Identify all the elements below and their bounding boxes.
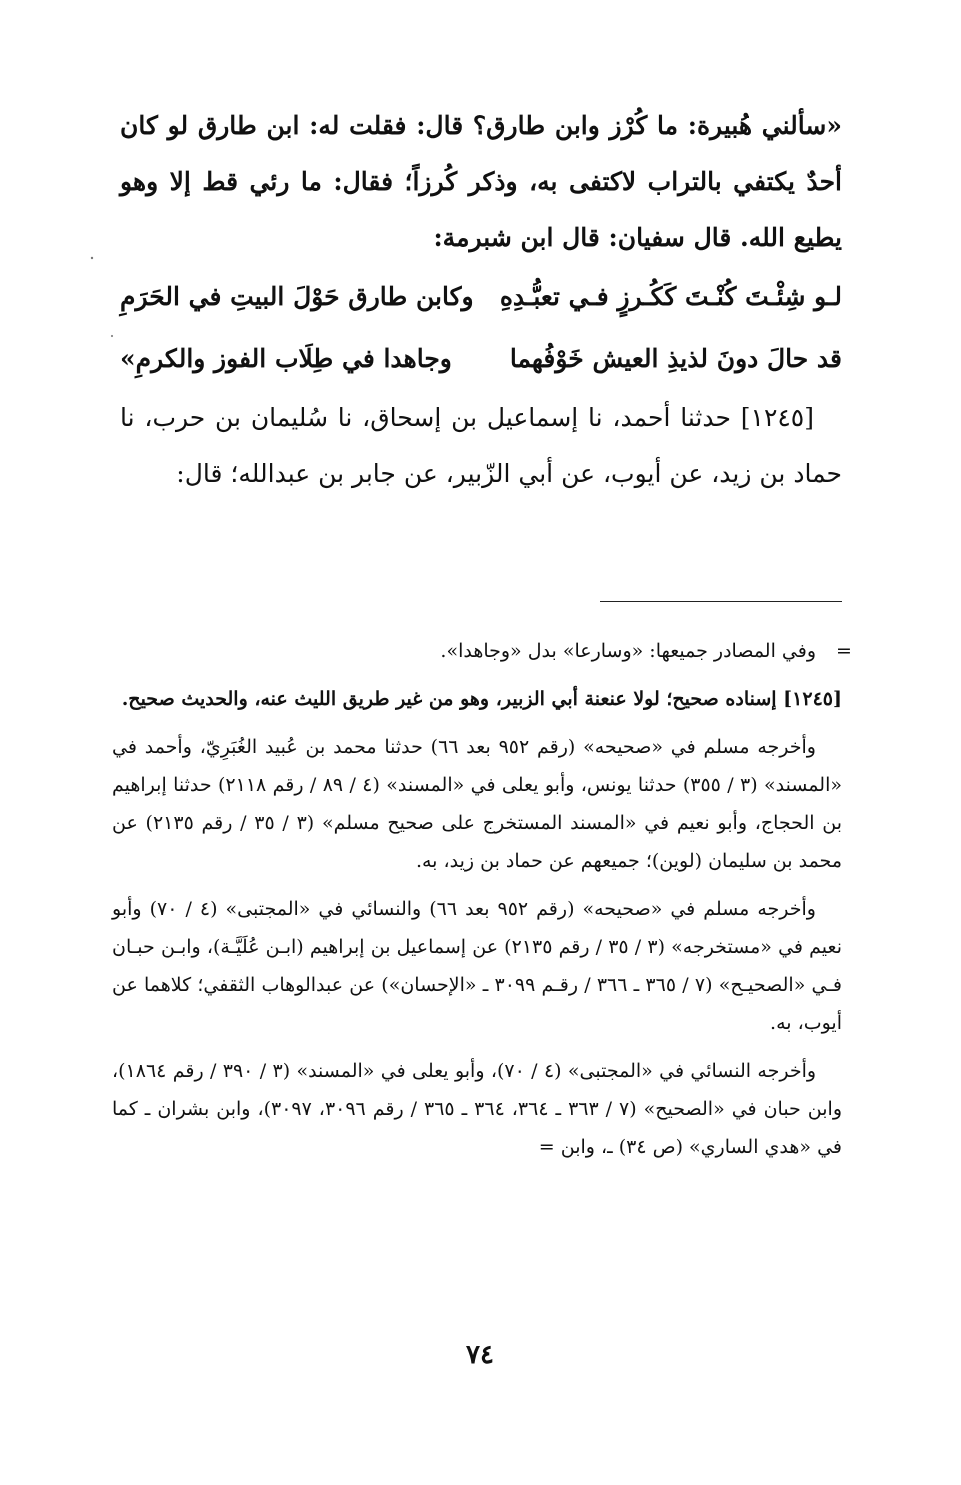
verse-line-1 [120,266,842,328]
hadith-paragraph: [١٢٤٥] حدثنا أحمد، نا إسماعيل بن إسحاق، نا سُليمان بن حرب، نا حماد بن زيد، عن أيوب، عن أبي الزّبير، عن جابر بن عبدالله؛ قال: [120,403,842,488]
page-number: ٧٤ [466,1340,494,1370]
verse-1-second-hemistich: وكابن طارق حَوْلَ البيتِ في الحَرَمِ [120,282,474,311]
footnote-1: وفي المصادر جميعها: «وسارعا» بدل «وجاهدا». [440,640,816,662]
footnote-5: وأخرجه النسائي في «المجتبى» (٤ / ٧٠)، وأبو يعلى في «المسند» (٣ / ٣٩٠ / رقم ١٨٦٤)، وابن حبان في «الصحيح» (٧ / ٣٦٣ ـ ٣٦٤، ٣٦٤ ـ ٣٦٥ / رقم ٣٠٩٦، ٣٠٩٧)، وابن بشران ـ كما في «هدي الساري» (ص ٣٤) ـ، وابن = [112,1060,842,1158]
verse-1-first-hemistich: لـو شِئْـتَ كُنْـتَ كَكُـرزٍ فـي تعبُّـدِهِ [499,282,842,311]
verse-2-second-hemistich: وجاهدا في طِلَاب الفوز والكرمِ» [120,344,452,373]
main-text [120,98,842,502]
verse-line-2 [120,328,842,390]
quote-paragraph: «سألني هُبيرة: ما كُرْز وابن طارق؟ قال: فقلت له: ابن طارق لو كان أحدٌ يكتفي بالتراب لاكتفى به، وذكر كُرزاً؛ فقال: ما رئي قط إلا وهو يطيع الله. قال سفيان: قال ابن شبرمة: [120,111,842,252]
footnote-2: [١٢٤٥] إسناده صحيح؛ لولا عنعنة أبي الزبير، وهو من غير طريق الليث عنه، والحديث صحيح. [121,688,842,710]
footnote-3: وأخرجه مسلم في «صحيحه» (رقم ٩٥٢ بعد ٦٦) حدثنا محمد بن عُبيد الغُبَرِيّ، وأحمد في «المسند» (٣ / ٣٥٥) حدثنا يونس، وأبو يعلى في «المسند» (٤ / ٨٩ / رقم ٢١١٨) حدثنا إبراهيم بن الحجاج، وأبو نعيم في «المسند المستخرج على صحيح مسلم» (٣ / ٣٥ / رقم ٢١٣٥) عن محمد بن سليمان (لوين)؛ جميعهم عن حماد بن زيد، به. [112,736,842,872]
footnote-separator [600,601,842,602]
footnote-4: وأخرجه مسلم في «صحيحه» (رقم ٩٥٢ بعد ٦٦) والنسائي في «المجتبى» (٤ / ٧٠) وأبو نعيم في «مستخرجه» (٣ / ٣٥ / رقم ٢١٣٥) عن إسماعيل بن إبراهيم (ابـن عُلَيَّـة)، وابـن حبـان فـي «الصحيـح» (٧ / ٣٦٥ ـ ٣٦٦ / رقـم ٣٠٩٩ ـ «الإحسان») عن عبدالوهاب الثقفي؛ كلاهما عن أيوب، به. [112,898,843,1034]
footnotes [112,632,842,1176]
verse-2-first-hemistich: قد حالَ دونَ لذيذِ العيش خَوْفُهما [509,344,842,373]
continuation-mark: = [836,640,852,662]
